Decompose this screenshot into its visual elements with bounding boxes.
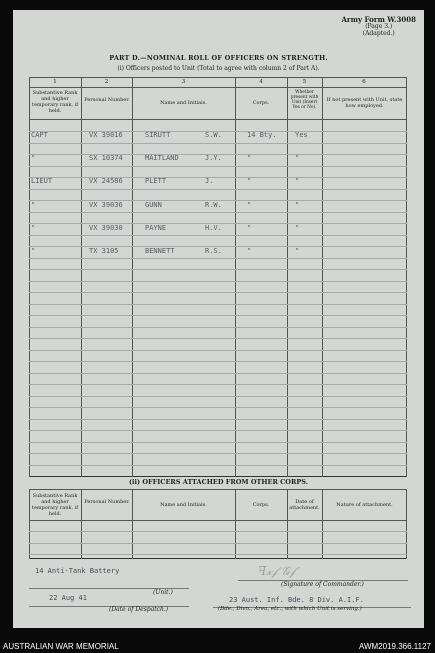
officer-corps: " [247, 177, 252, 186]
caption-bar [0, 640, 435, 653]
ruled-line [29, 419, 407, 420]
officer-present: " [295, 247, 300, 255]
adapted-note: (Adapted.) [362, 30, 395, 37]
officer-initials: H.V. [205, 223, 222, 232]
officers-attached-table [29, 489, 407, 559]
officer-present: " [295, 223, 300, 232]
officer-initials: S.W. [205, 131, 222, 139]
ruled-line [29, 269, 407, 270]
officer-number: VX 24586 [89, 177, 123, 186]
header-date-attachment: Date of attachment. [289, 499, 320, 511]
officer-number: TX 3105 [89, 247, 119, 255]
officers-posted-table [29, 77, 407, 477]
ruled-line [29, 315, 407, 316]
officer-corps: " [247, 200, 252, 209]
ruled-line [29, 166, 407, 167]
officer-rank: " [31, 247, 36, 255]
ruled-line [29, 212, 407, 213]
officer-rank: " [31, 223, 36, 232]
ruled-line [29, 554, 407, 555]
ruled-line [29, 543, 407, 544]
ruled-line [29, 327, 407, 328]
ruled-line [29, 396, 407, 397]
officer-initials: J. [205, 177, 214, 186]
officer-name: SIRUTT [145, 131, 171, 139]
ruled-line [29, 453, 407, 454]
ruled-line [29, 292, 407, 293]
ruled-line [29, 430, 407, 431]
column-number: 4 [259, 79, 263, 85]
bde-label: (Bde., Divn., Area, etc., with which Unit is serving.) [218, 606, 362, 612]
officer-name: MAITLAND [145, 154, 179, 163]
ruled-line [29, 442, 407, 443]
header-corps: Corps. [252, 100, 270, 106]
header-personal-number: Personal Number. [84, 97, 130, 103]
form-header [341, 16, 416, 37]
officer-number: VX 39030 [89, 223, 123, 232]
officer-initials: R.W. [205, 200, 222, 209]
ruled-line [29, 281, 407, 282]
ruled-line [29, 465, 407, 466]
ruled-line [29, 258, 407, 259]
ruled-line [29, 350, 407, 351]
army-form-number: Army Form W.3008 [341, 15, 416, 24]
column-number: 2 [104, 79, 109, 85]
ruled-line [29, 143, 407, 144]
commander-label: (Signature of Commander.) [281, 581, 364, 588]
header-present: Whether present with Unit (Insert Yes or No). [290, 90, 319, 110]
officer-corps: 14 Bty. [247, 131, 277, 139]
archive-name: AUSTRALIAN WAR MEMORIAL [3, 642, 119, 651]
officer-rank: LIEUT [31, 177, 53, 186]
header-corps: Corps. [252, 502, 270, 508]
ruled-line [29, 177, 407, 178]
accession-number: AWM2019.366.1127 [358, 642, 431, 651]
officer-initials: J.Y. [205, 154, 222, 163]
bde-value: 23 Aust. Inf. Bde. 8 Div. A.I.F. [229, 596, 364, 604]
ruled-line [29, 407, 407, 408]
ruled-line [29, 361, 407, 362]
officer-number: VX 39036 [89, 200, 123, 209]
officer-number: SX 10374 [89, 154, 123, 163]
header-rank: Substantive Rank and higher temporary rank, if held. [31, 90, 79, 114]
ruled-line [29, 373, 407, 374]
officer-name: PLETT [145, 177, 167, 186]
header-name: Name and Initials. [160, 502, 207, 508]
officer-corps: " [247, 223, 252, 232]
officer-present: " [295, 154, 300, 163]
section-1-title: (i) Officers posted to Unit (Total to agree with column 2 of Part A). [117, 65, 320, 72]
officer-name: BENNETT [145, 247, 175, 255]
officer-corps: " [247, 154, 252, 163]
section-2-title: (ii) OFFICERS ATTACHED FROM OTHER CORPS. [128, 478, 308, 486]
unit-value: 14 Anti-Tank Battery [35, 567, 120, 575]
column-number: 6 [362, 79, 366, 85]
officer-rank: " [31, 200, 36, 209]
officer-rank: CAPT [31, 131, 48, 139]
header-rank: Substantive Rank and higher temporary rank, if held. [31, 493, 79, 517]
officer-rank: " [31, 154, 36, 163]
column-number: 1 [53, 79, 57, 85]
officer-present: " [295, 177, 300, 186]
part-title: PART D.—NOMINAL ROLL OF OFFICERS ON STRENGTH. [109, 54, 328, 62]
officer-number: VX 39016 [89, 131, 123, 139]
ruled-line [29, 338, 407, 339]
column-number: 3 [181, 79, 186, 85]
despatch-date: 22 Aug 41 [49, 594, 87, 602]
officer-initials: R.S. [205, 247, 222, 255]
date-label: (Date of Despatch.) [109, 606, 169, 613]
header-personal-number: Personal Number. [84, 499, 130, 505]
ruled-line [29, 189, 407, 190]
commander-signature: ꟻ𝓍𝒻 𝒢𝒻 [258, 564, 296, 578]
officer-corps: " [247, 247, 252, 255]
header-nature-attachment: Nature of attachment. [336, 502, 393, 508]
officer-present: Yes [295, 131, 308, 139]
ruled-line [29, 304, 407, 305]
header-name: Name and Initials. [160, 100, 207, 106]
officer-name: GUNN [145, 200, 162, 209]
column-number: 5 [302, 79, 307, 85]
page-number: (Page 3.) [365, 23, 393, 30]
unit-label: (Unit.) [153, 589, 173, 596]
officer-name: PAYNE [145, 223, 167, 232]
header-employed: If not present with Unit, state how employed. [326, 97, 403, 109]
ruled-line [29, 235, 407, 236]
ruled-line [29, 384, 407, 385]
officer-present: " [295, 200, 300, 209]
form-page [13, 10, 424, 628]
ruled-line [29, 531, 407, 532]
